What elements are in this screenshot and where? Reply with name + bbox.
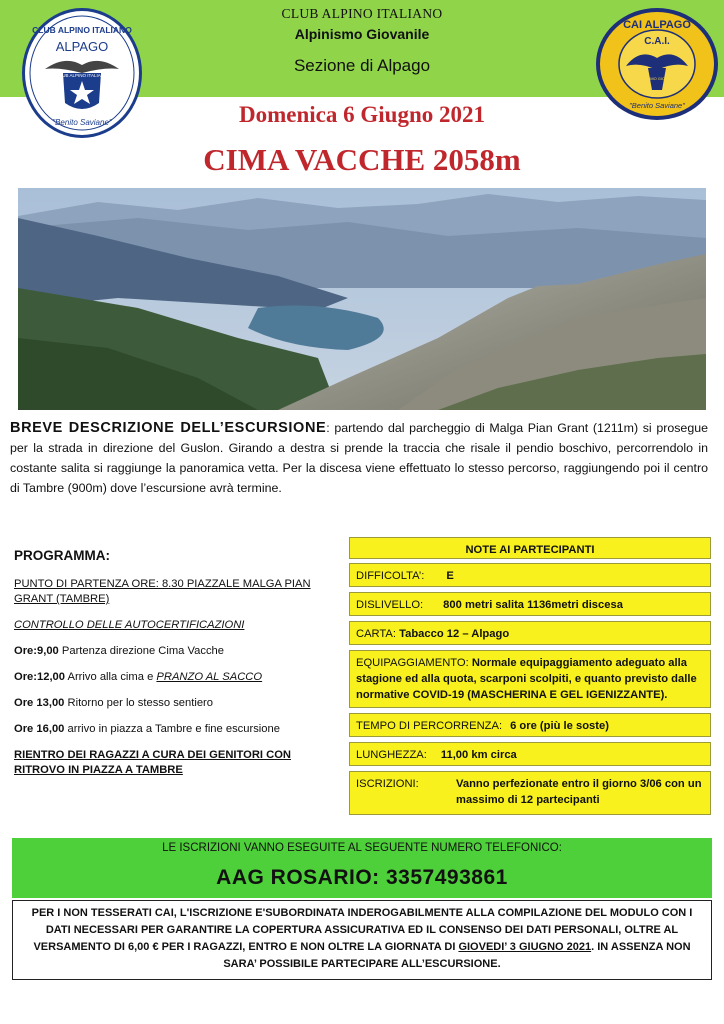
note-lunghezza-label: LUNGHEZZA: xyxy=(356,749,427,761)
section-name: Sezione di Alpago xyxy=(293,56,431,75)
registration-notice xyxy=(12,900,712,980)
logo-right-ring-text: CAI ALPAGO xyxy=(623,19,691,31)
notes-title xyxy=(349,537,711,559)
subtitle: Alpinismo Giovanile xyxy=(294,26,430,42)
logo-left-ring-text: CLUB ALPINO ITALIANO xyxy=(32,25,132,35)
logo-left-motto: "Benito Saviane" xyxy=(52,118,112,127)
note-dislivello-value: 800 metri salita 1136metri discesa xyxy=(443,599,623,611)
contact-phone: AAG ROSARIO: 3357493861 xyxy=(216,866,508,889)
eagle-emblem-icon xyxy=(600,12,714,116)
note-iscrizioni-label: ISCRIZIONI: xyxy=(356,778,419,790)
notice-deadline: GIOVEDI’ 3 GIUGNO 2021 xyxy=(458,941,592,953)
event-title: CIMA VACCHE 2058m xyxy=(203,142,521,177)
note-tempo-value: 6 ore (più le soste) xyxy=(510,720,609,732)
program-item xyxy=(14,670,334,685)
note-dislivello xyxy=(349,592,711,616)
program-item-time: Ore 13,00 xyxy=(14,697,65,709)
notes-title-text: NOTE AI PARTECIPANTI xyxy=(465,544,595,556)
note-iscrizioni-value: Vanno perfezionate entro il giorno 3/06 con un massimo di 12 partecipanti xyxy=(456,778,702,806)
program-section xyxy=(14,548,334,789)
note-tempo xyxy=(349,713,711,737)
note-equip-label: EQUIPAGGIAMENTO: xyxy=(356,657,472,669)
logo-right-motto: "Benito Saviane" xyxy=(629,101,685,110)
event-date: Domenica 6 Giugno 2021 xyxy=(239,102,485,127)
note-tempo-label: TEMPO DI PERCORRENZA: xyxy=(356,720,503,732)
org-name: CLUB ALPINO ITALIANO xyxy=(281,6,443,21)
mountain-photo xyxy=(18,188,706,410)
header-texts xyxy=(150,6,574,76)
note-difficulty xyxy=(349,563,711,587)
program-item xyxy=(14,696,334,711)
note-difficulty-value: E xyxy=(446,570,454,582)
note-lunghezza-value: 11,00 km circa xyxy=(440,749,517,761)
contact-band xyxy=(12,838,712,898)
program-item-time: Ore:9,00 xyxy=(14,645,59,657)
program-item-time: Ore:12,00 xyxy=(14,671,65,683)
program-item-text: arrivo in piazza a Tambre e fine escursione xyxy=(64,723,280,735)
program-control: CONTROLLO DELLE AUTOCERTIFICAZIONI xyxy=(14,619,245,631)
note-carta-value: Tabacco 12 – Alpago xyxy=(399,628,510,640)
program-start: PUNTO DI PARTENZA ORE: 8.30 PIAZZALE MALGA PIAN GRANT (TAMBRE) xyxy=(14,578,311,605)
program-title: PROGRAMMA: xyxy=(14,548,110,563)
program-item-text: Partenza direzione Cima Vacche xyxy=(58,645,224,657)
cai-alpago-logo-right xyxy=(596,8,718,120)
logo-right-side-text: ALPINISMO GIOVANILE xyxy=(634,76,680,81)
notice-text-1: PER I NON TESSERATI CAI, L'ISCRIZIONE E'SUBORDINATA INDEROGABILMENTE ALLA COMPILAZIONE DEL MODULO CON I DATI NECESSARI PER GARANTIRE LA COPERTURA ASSICURATIVA ED IL CONSENSO DEI DATI PERSONALI, OLTRE AL VERSAMENTO DI 6,00 € PER I RAGAZZI, ENTRO E NON OLTRE LA GIORNATA DI xyxy=(31,907,693,953)
note-equip-value: Normale equipaggiamento adeguato alla stagione ed alla quota, scarponi scolpiti, e quanto previsto dalle normative COVID-19 (MASCHERINA E GEL IGENIZZANTE). xyxy=(356,657,697,701)
excursion-description xyxy=(10,418,708,498)
note-equipaggiamento xyxy=(349,650,711,708)
program-item-text: Arrivo alla cima e xyxy=(65,671,157,683)
note-dislivello-label: DISLIVELLO: xyxy=(356,599,424,611)
program-item xyxy=(14,644,334,659)
contact-line: LE ISCRIZIONI VANNO ESEGUITE AL SEGUENTE NUMERO TELEFONICO: xyxy=(162,842,562,854)
logo-left-badge-text: CLUB ALPINO ITALIANO xyxy=(56,73,108,78)
program-item-text: Ritorno per lo stesso sentiero xyxy=(64,697,214,709)
program-item xyxy=(14,722,334,737)
description-heading: BREVE DESCRIZIONE DELL’ESCURSIONE xyxy=(10,420,327,436)
note-carta-label: CARTA: xyxy=(356,628,400,640)
program-return: RIENTRO DEI RAGAZZI A CURA DEI GENITORI CON RITROVO IN PIAZZA A TAMBRE xyxy=(14,749,291,776)
note-lunghezza xyxy=(349,742,711,766)
program-item-time: Ore 16,00 xyxy=(14,723,65,735)
logo-left-name: ALPAGO xyxy=(55,39,109,54)
program-item-extra: PRANZO AL SACCO xyxy=(156,671,263,683)
logo-right-initials: C.A.I. xyxy=(644,36,670,47)
note-difficulty-label: DIFFICOLTA’: xyxy=(356,570,425,582)
note-carta xyxy=(349,621,711,645)
description-text: : partendo dal parcheggio di Malga Pian Grant (1211m) si prosegue per la strada in direzione del Guslon. Girando a destra si prende la traccia che risale il pendio boschivo, percorrendolo in costante salita si raggiunge la panoramica vetta. Per la discesa viene effettuato lo stesso percorso, raggiungendo poi il centro di Tambre (900m) dove l’escursione avrà termine. xyxy=(10,421,708,495)
notice-text-2: . IN ASSENZA NON SARA’ POSSIBILE PARTECIPARE ALL’ESCURSIONE. xyxy=(223,941,691,970)
note-iscrizioni xyxy=(349,771,711,815)
